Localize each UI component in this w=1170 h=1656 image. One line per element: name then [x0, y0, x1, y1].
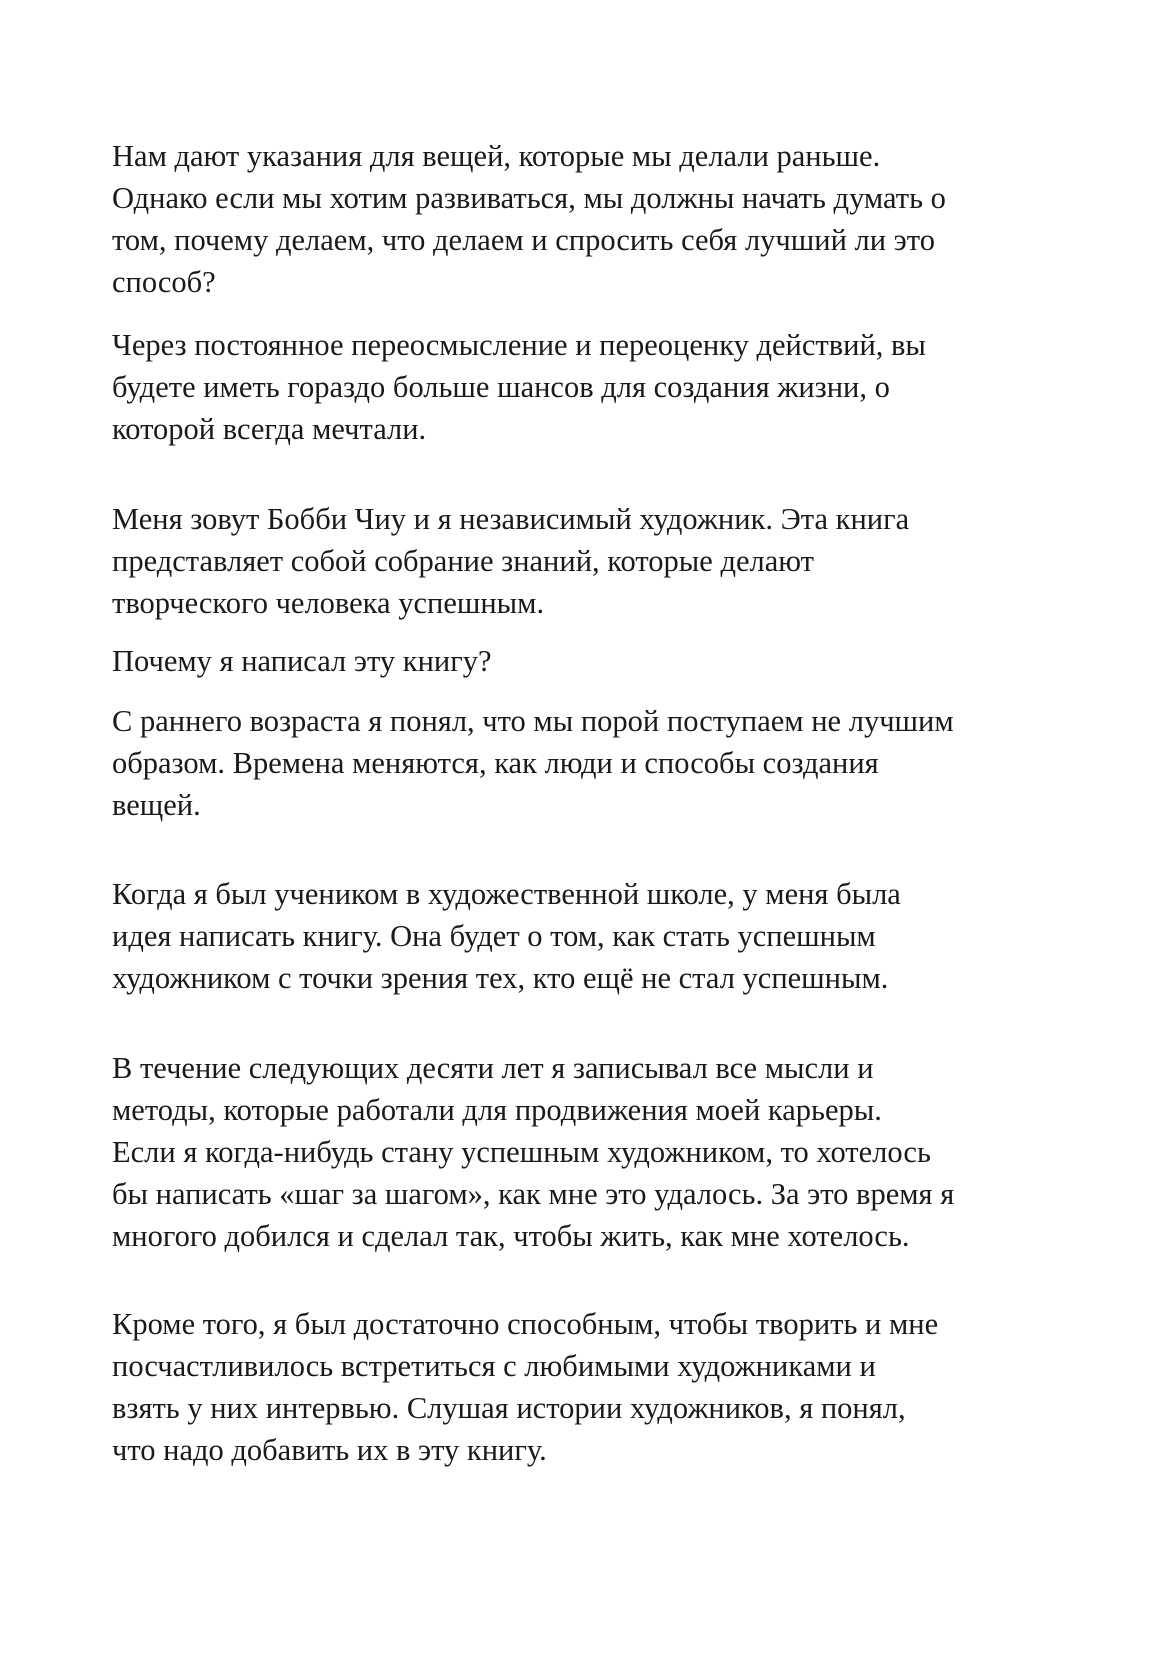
paragraph-7: [112, 1047, 1072, 1257]
paragraph-2: [112, 324, 1072, 450]
paragraph-line: представляет собой собрание знаний, которые делают: [112, 544, 814, 578]
paragraph-line: Если я когда-нибудь стану успешным художником, то хотелось: [112, 1135, 931, 1169]
paragraph-line: С раннего возраста я понял, что мы порой поступаем не лучшим: [112, 704, 954, 738]
paragraph-line: Кроме того, я был достаточно способным, чтобы творить и мне: [112, 1307, 939, 1341]
paragraph-4: [112, 640, 1072, 682]
paragraph-line: творческого человека успешным.: [112, 586, 545, 620]
paragraph-line: многого добился и сделал так, чтобы жить, как мне хотелось.: [112, 1219, 910, 1253]
paragraph-line: Меня зовут Бобби Чиу и я независимый художник. Эта книга: [112, 502, 910, 536]
paragraph-6: [112, 873, 1072, 999]
paragraph-3: [112, 498, 1072, 624]
paragraph-line: будете иметь гораздо больше шансов для создания жизни, о: [112, 370, 890, 404]
paragraph-line: Когда я был учеником в художественной школе, у меня была: [112, 877, 901, 911]
paragraph-8: [112, 1303, 1072, 1471]
paragraph-line: В течение следующих десяти лет я записывал все мысли и: [112, 1051, 874, 1085]
paragraph-line: методы, которые работали для продвижения моей карьеры.: [112, 1093, 882, 1127]
paragraph-line: Через постоянное переосмысление и переоценку действий, вы: [112, 328, 926, 362]
paragraph-line: бы написать «шаг за шагом», как мне это удалось. За это время я: [112, 1177, 955, 1211]
paragraph-1: [112, 135, 1072, 303]
paragraph-line: том, почему делаем, что делаем и спросить себя лучший ли это: [112, 223, 935, 257]
paragraph-line: которой всегда мечтали.: [112, 412, 427, 446]
paragraph-5: [112, 700, 1072, 826]
paragraph-line: способ?: [112, 265, 216, 299]
paragraph-line: посчастливилось встретиться с любимыми художниками и: [112, 1349, 876, 1383]
paragraph-line: Нам дают указания для вещей, которые мы делали раньше.: [112, 139, 881, 173]
paragraph-line: вещей.: [112, 788, 201, 822]
paragraph-line: художником с точки зрения тех, кто ещё не стал успешным.: [112, 961, 889, 995]
paragraph-line: взять у них интервью. Слушая истории художников, я понял,: [112, 1391, 906, 1425]
paragraph-line: идея написать книгу. Она будет о том, как стать успешным: [112, 919, 876, 953]
paragraph-line: Почему я написал эту книгу?: [112, 644, 492, 678]
paragraph-line: что надо добавить их в эту книгу.: [112, 1433, 547, 1467]
paragraph-line: образом. Времена меняются, как люди и способы создания: [112, 746, 879, 780]
paragraph-line: Однако если мы хотим развиваться, мы должны начать думать о: [112, 181, 946, 215]
